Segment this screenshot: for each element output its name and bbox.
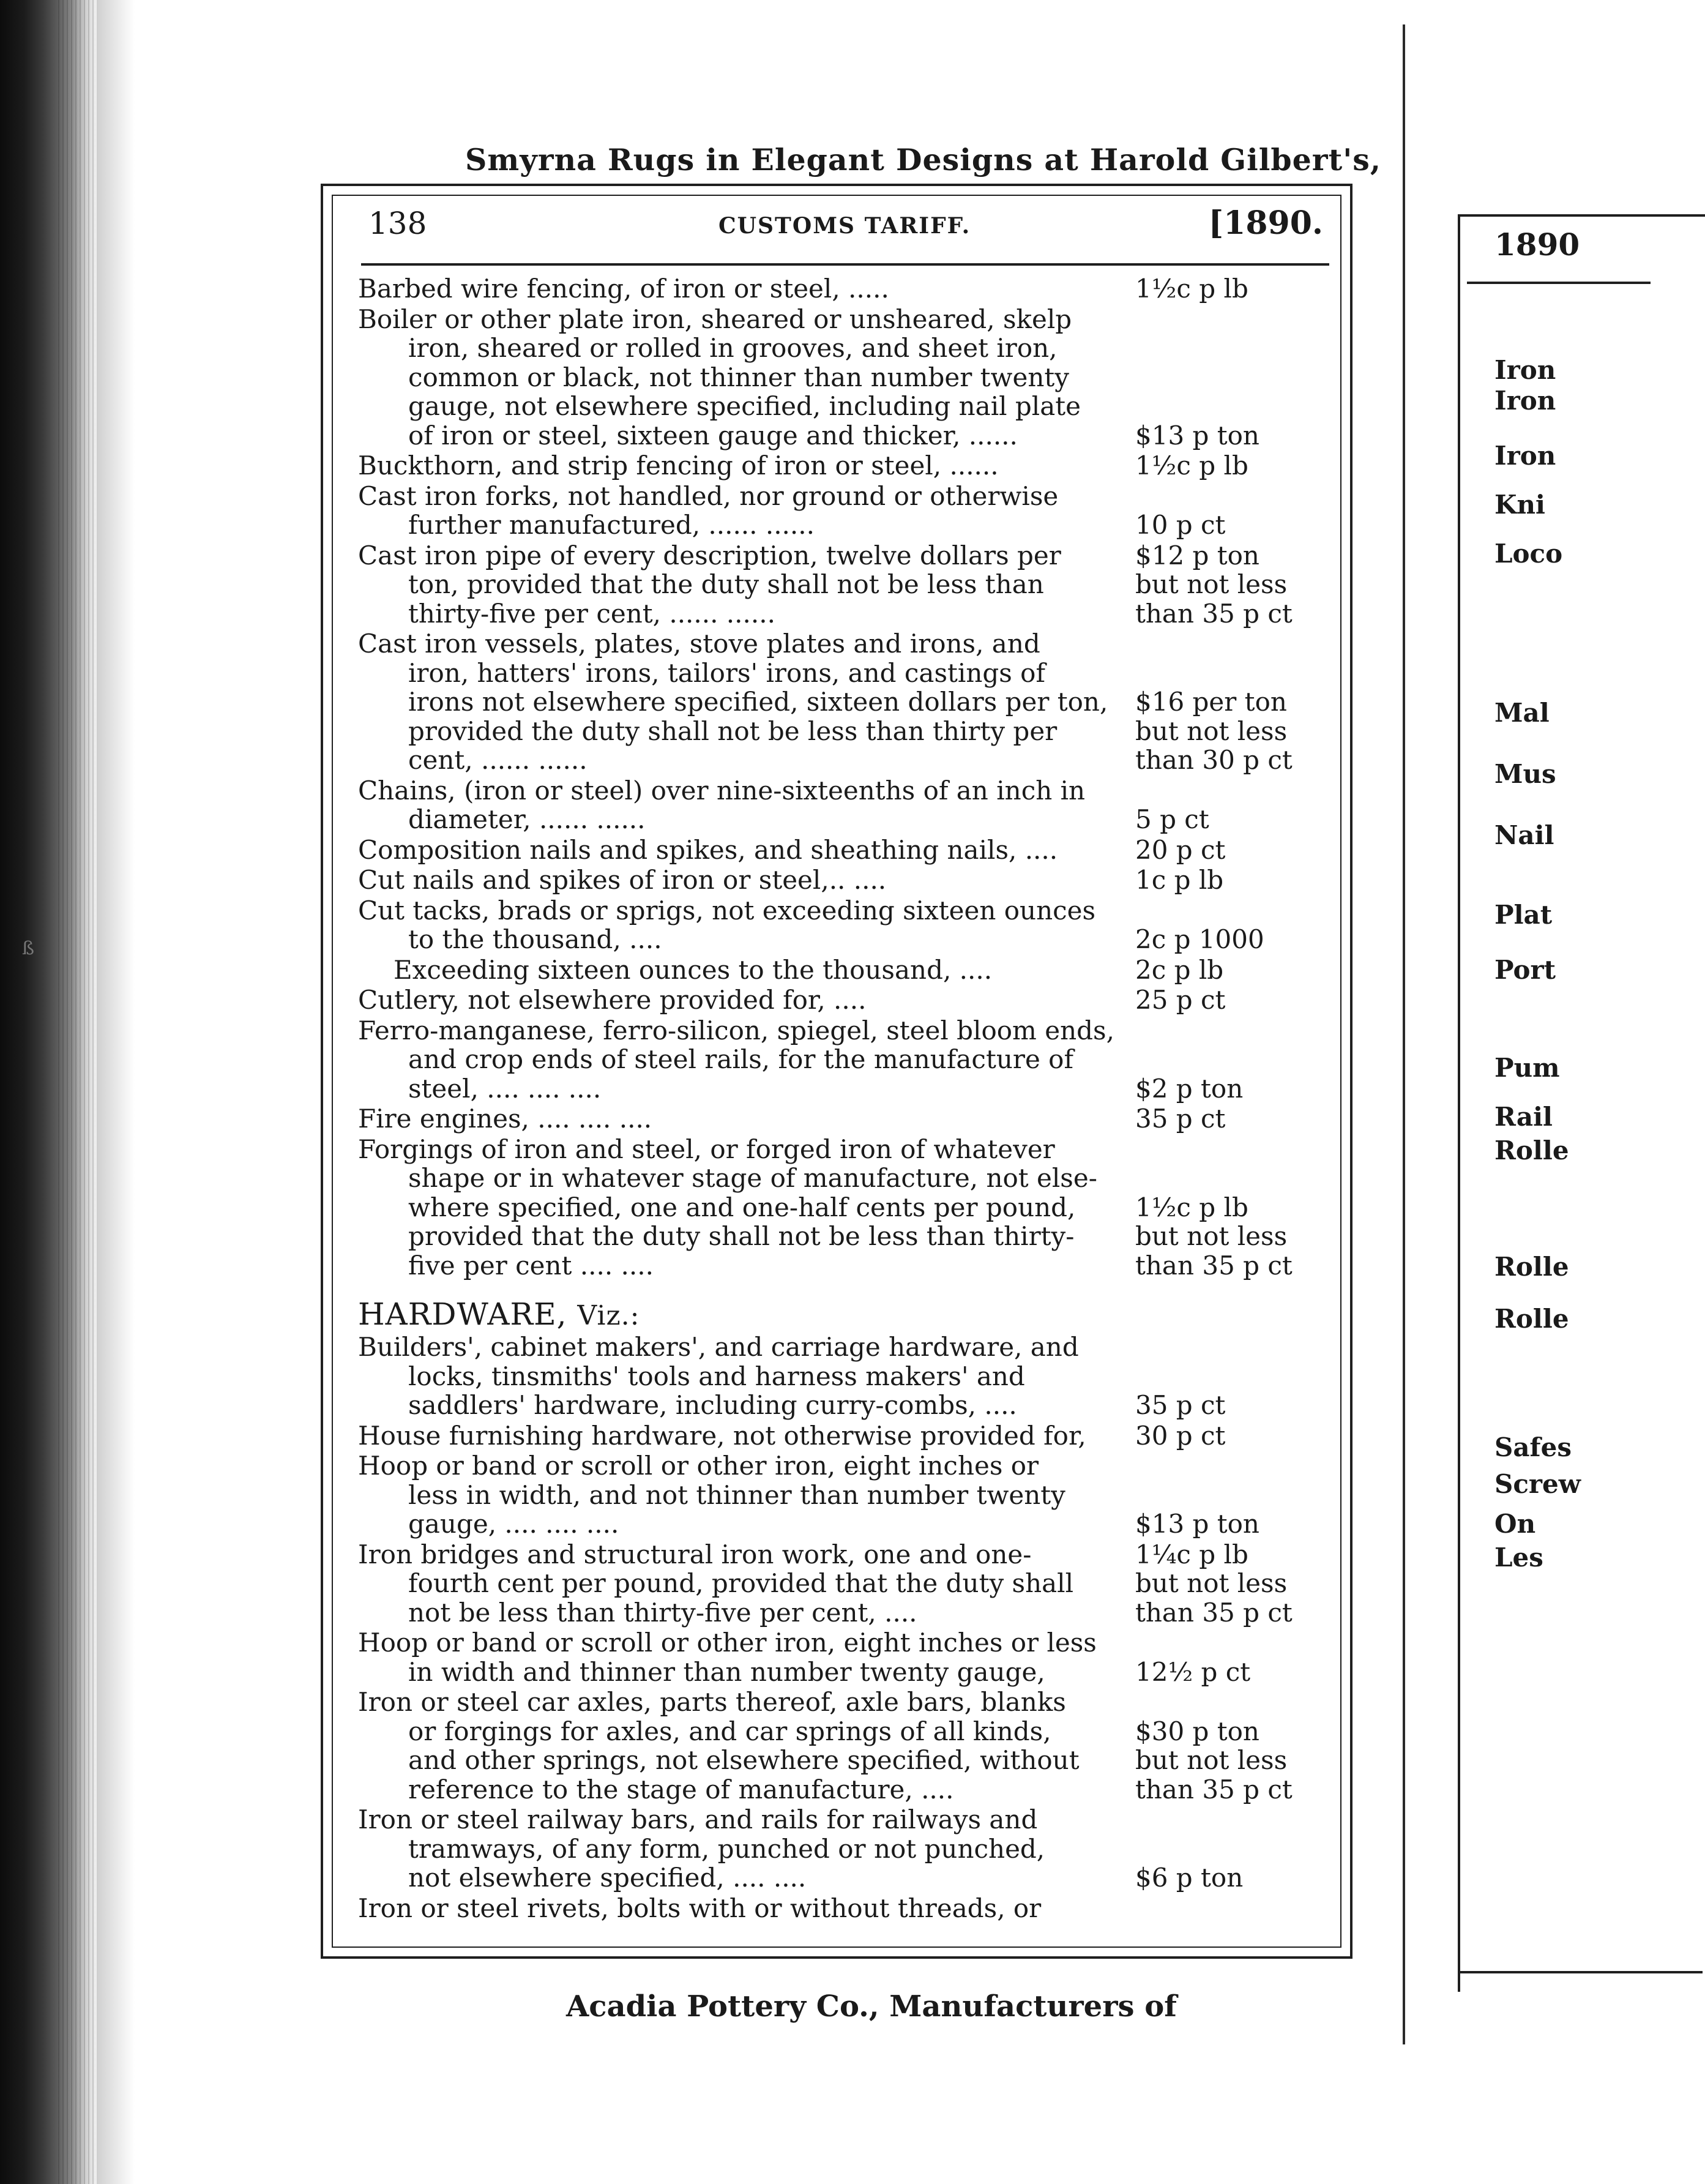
entry-line: shape or in whatever stage of manufacture, not else- (408, 1163, 1097, 1193)
hardware-entries (358, 1333, 1331, 1923)
entry-line: in width and thinner than number twenty gauge, 12½ p ct (408, 1656, 1251, 1687)
duty-rate: than 35 p ct (1135, 1250, 1293, 1281)
duty-rate: but not less (1135, 1568, 1288, 1598)
next-page-word: Rolle (1494, 1252, 1569, 1282)
entry-line: Buckthorn, and strip fencing of iron or steel, ...... 1½c p lb (358, 451, 1248, 481)
next-page-word: Port (1494, 955, 1556, 985)
gutter-shadow (98, 0, 135, 2184)
entry-line: Hoop or band or scroll or other iron, eight inches or (358, 1451, 1039, 1481)
entry-line: Cutlery, not elsewhere provided for, .... 25 p ct (358, 985, 1226, 1015)
duty-rate: but not less (1135, 716, 1288, 746)
entry-line: or forgings for axles, and car springs of all kinds, $30 p ton (408, 1716, 1259, 1746)
tariff-entry (358, 1451, 1331, 1539)
duty-rate: 25 p ct (1135, 985, 1226, 1015)
tariff-entry (358, 896, 1331, 954)
duty-rate: 1¼c p lb (1135, 1539, 1248, 1569)
next-page-word: Plat (1494, 900, 1553, 930)
entry-line: not be less than thirty-five per cent, .... than 35 p ct (408, 1597, 1293, 1628)
next-page-word: Safes (1494, 1432, 1572, 1462)
next-page-word: Iron (1494, 441, 1556, 471)
entry-line: iron, sheared or rolled in grooves, and sheet iron, (408, 333, 1058, 363)
next-page-word: Kni (1494, 490, 1545, 520)
duty-rate: $13 p ton (1135, 1509, 1259, 1539)
footer-advert: Acadia Pottery Co., Manufacturers of (566, 1989, 1177, 2024)
next-page-rule (1467, 282, 1651, 284)
duty-rate: 1½c p lb (1135, 1192, 1248, 1222)
tariff-entry (358, 482, 1331, 540)
page-title: CUSTOMS TARIFF. (718, 213, 971, 239)
running-head (368, 196, 1323, 257)
entry-line: Cast iron pipe of every description, twelve dollars per $12 p ton (358, 540, 1259, 570)
entry-line: locks, tinsmiths' tools and harness makers' and (408, 1361, 1025, 1391)
entry-line: Iron bridges and structural iron work, one and one- 1¼c p lb (358, 1539, 1248, 1569)
duty-rate: but not less (1135, 569, 1288, 599)
tariff-entry (358, 274, 1331, 304)
entry-line: Builders', cabinet makers', and carriage hardware, and (358, 1332, 1079, 1362)
duty-rate: 35 p ct (1135, 1104, 1226, 1134)
entry-line: Exceeding sixteen ounces to the thousand, .... 2c p lb (394, 954, 1224, 985)
entry-line: not elsewhere specified, .... .... $6 p ton (408, 1863, 1244, 1893)
tariff-entry (358, 1628, 1331, 1686)
duty-rate: than 35 p ct (1135, 598, 1293, 629)
tariff-entry (358, 985, 1331, 1015)
entry-line: to the thousand, .... 2c p 1000 (408, 924, 1264, 954)
entry-line: saddlers' hardware, including curry-combs, .... 35 p ct (408, 1390, 1226, 1420)
tariff-entry (358, 1421, 1331, 1451)
next-page-word: Rail (1494, 1102, 1553, 1132)
entry-line: steel, .... .... .... $2 p ton (408, 1073, 1244, 1104)
entry-line: where specified, one and one-half cents per pound, 1½c p lb (408, 1192, 1248, 1222)
duty-rate: 20 p ct (1135, 834, 1226, 865)
entry-line: diameter, ...... ...... 5 p ct (408, 804, 1209, 834)
entry-line: Cast iron vessels, plates, stove plates and irons, and (358, 629, 1040, 659)
entry-line: provided that the duty shall not be less than thirty- but not less (408, 1221, 1288, 1251)
entry-line: Boiler or other plate iron, sheared or unsheared, skelp (358, 304, 1072, 334)
entry-line: thirty-five per cent, ...... ...... than 35 p ct (408, 598, 1293, 629)
duty-rate: than 30 p ct (1135, 745, 1293, 775)
next-page-frame-bottom (1458, 1971, 1703, 1973)
entry-line: fourth cent per pound, provided that the duty shall but not less (408, 1568, 1288, 1598)
tariff-body (358, 273, 1331, 1923)
entry-line: ton, provided that the duty shall not be less than but not less (408, 569, 1288, 599)
duty-rate: 30 p ct (1135, 1420, 1226, 1451)
page-stack-lines (58, 0, 101, 2184)
entry-line: further manufactured, ...... ...... 10 p ct (408, 510, 1226, 540)
entry-line: tramways, of any form, punched or not punched, (408, 1833, 1045, 1864)
entry-line: Composition nails and spikes, and sheathing nails, .... 20 p ct (358, 834, 1226, 865)
next-page-word: Mus (1494, 759, 1556, 789)
next-page-word: Les (1494, 1543, 1543, 1573)
next-page-word: Rolle (1494, 1304, 1569, 1334)
next-page-word: Mal (1494, 698, 1550, 728)
entry-line: Cast iron forks, not handled, nor ground or otherwise (358, 481, 1059, 511)
entry-line: Barbed wire fencing, of iron or steel, ..... 1½c p lb (358, 274, 1248, 304)
entry-line: Cut tacks, brads or sprigs, not exceeding sixteen ounces (358, 895, 1096, 926)
tariff-entry (358, 1104, 1331, 1134)
next-page-word: Nail (1494, 820, 1554, 850)
entry-line: Fire engines, .... .... .... 35 p ct (358, 1104, 1226, 1134)
tariff-entry (358, 776, 1331, 834)
section-heading (358, 1284, 1331, 1331)
entry-line: House furnishing hardware, not otherwise provided for, 30 p ct (358, 1420, 1226, 1451)
duty-rate: 1½c p lb (1135, 451, 1248, 481)
entry-line: irons not elsewhere specified, sixteen dollars per ton, $16 per ton (408, 687, 1287, 717)
next-page-word: Loco (1494, 539, 1563, 569)
page-year: [1890. (1208, 204, 1323, 242)
duty-rate: 1½c p lb (1135, 274, 1248, 304)
tariff-entry (358, 1894, 1331, 1923)
duty-rate: $16 per ton (1135, 687, 1287, 717)
next-page-word: Rolle (1494, 1135, 1569, 1165)
entry-line: provided the duty shall not be less than thirty per but not less (408, 716, 1288, 746)
entry-line: common or black, not thinner than number twenty (408, 362, 1070, 392)
header-advert: Smyrna Rugs in Elegant Designs at Harold Gilbert's, (465, 142, 1381, 178)
duty-rate: $30 p ton (1135, 1716, 1259, 1746)
tariff-entries (358, 274, 1331, 1280)
duty-rate: 1c p lb (1135, 865, 1224, 895)
margin-mark: ß (22, 938, 35, 959)
duty-rate: $12 p ton (1135, 540, 1259, 570)
duty-rate: 35 p ct (1135, 1390, 1226, 1420)
tariff-entry (358, 1688, 1331, 1804)
entry-line: Ferro-manganese, ferro-silicon, spiegel, steel bloom ends, (358, 1015, 1114, 1045)
tariff-entry (358, 866, 1331, 895)
entry-line: Iron or steel car axles, parts thereof, axle bars, blanks (358, 1687, 1066, 1717)
duty-rate: than 35 p ct (1135, 1597, 1293, 1628)
tariff-entry (358, 629, 1331, 775)
next-page-word: Screw (1494, 1469, 1581, 1499)
section-viz: Viz.: (577, 1300, 640, 1331)
duty-rate: 2c p lb (1135, 954, 1224, 985)
entry-line: Forgings of iron and steel, or forged iron of whatever (358, 1134, 1055, 1164)
duty-rate: than 35 p ct (1135, 1774, 1293, 1804)
next-page-word: On (1494, 1509, 1536, 1539)
entry-line: Chains, (iron or steel) over nine-sixteenths of an inch in (358, 775, 1086, 806)
entry-line: less in width, and not thinner than number twenty (408, 1479, 1065, 1510)
next-page-word: Iron (1494, 386, 1556, 416)
entry-line: gauge, .... .... .... $13 p ton (408, 1509, 1259, 1539)
next-page-fragment (1409, 184, 1581, 2020)
tariff-entry (358, 1805, 1331, 1893)
tariff-entry (358, 1135, 1331, 1281)
next-page-word: Iron (1494, 355, 1556, 385)
entry-line: and crop ends of steel rails, for the manufacture of (408, 1044, 1073, 1074)
tariff-entry (358, 1333, 1331, 1420)
duty-rate: 5 p ct (1135, 804, 1209, 834)
entry-line: cent, ...... ...... than 30 p ct (408, 745, 1293, 775)
duty-rate: but not less (1135, 1221, 1288, 1251)
duty-rate: $6 p ton (1135, 1863, 1244, 1893)
tariff-entry (358, 956, 1331, 985)
tariff-entry (358, 1540, 1331, 1628)
tariff-entry (358, 305, 1331, 451)
duty-rate: $13 p ton (1135, 420, 1259, 451)
entry-line: reference to the stage of manufacture, .... than 35 p ct (408, 1774, 1293, 1804)
entry-line: five per cent .... .... than 35 p ct (408, 1250, 1293, 1281)
tariff-entry (358, 1016, 1331, 1104)
next-page-word: Pum (1494, 1053, 1560, 1083)
entry-line: Iron or steel rivets, bolts with or without threads, or (358, 1893, 1042, 1923)
duty-rate: but not less (1135, 1745, 1288, 1775)
entry-line: iron, hatters' irons, tailors' irons, and castings of (408, 657, 1045, 688)
entry-line: gauge, not elsewhere specified, including nail plate (408, 391, 1081, 421)
entry-line: of iron or steel, sixteen gauge and thicker, ...... $13 p ton (408, 420, 1259, 451)
page-number: 138 (368, 206, 427, 241)
next-page-year: 1890 (1494, 226, 1580, 263)
entry-line: Hoop or band or scroll or other iron, eight inches or less (358, 1628, 1097, 1658)
header-rule (361, 263, 1329, 266)
entry-line: Cut nails and spikes of iron or steel,.. .... 1c p lb (358, 865, 1224, 895)
section-title: HARDWARE, (358, 1296, 567, 1332)
duty-rate: 2c p 1000 (1135, 924, 1264, 954)
duty-rate: 10 p ct (1135, 510, 1226, 540)
duty-rate: $2 p ton (1135, 1073, 1244, 1104)
tariff-entry (358, 541, 1331, 629)
duty-rate: 12½ p ct (1135, 1656, 1251, 1687)
tariff-entry (358, 836, 1331, 865)
tariff-entry (358, 451, 1331, 481)
entry-line: and other springs, not elsewhere specified, without but not less (408, 1745, 1288, 1775)
gutter-line (1403, 24, 1405, 2044)
entry-line: Iron or steel railway bars, and rails for railways and (358, 1804, 1038, 1834)
